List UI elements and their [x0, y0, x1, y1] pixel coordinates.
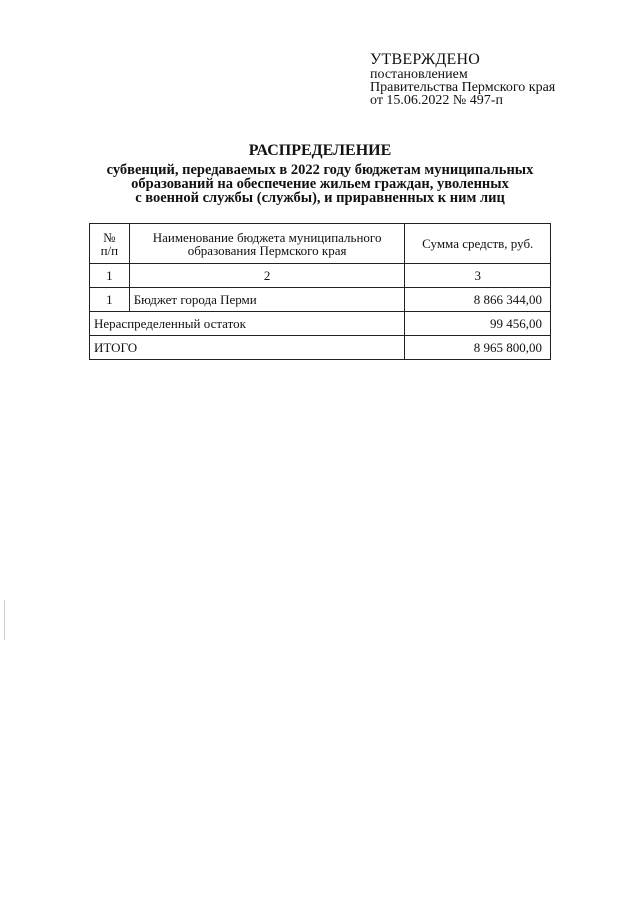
- header-name: [129, 224, 405, 264]
- document-title: РАСПРЕДЕЛЕНИЕ: [248, 142, 392, 159]
- total-label: ИТОГО: [90, 336, 405, 360]
- remainder-sum: 99 456,00: [405, 312, 551, 336]
- header-num: [90, 224, 130, 264]
- scan-edge-mark: [4, 600, 5, 640]
- subtitle-line: образований на обеспечение жильем граждан, уволенных: [131, 176, 509, 192]
- approval-date-line: от 15.06.2022 № 497-п: [370, 93, 503, 108]
- index-cell: 2: [129, 264, 405, 288]
- header-num-symbol: №: [103, 229, 116, 245]
- row-name: Бюджет города Перми: [129, 288, 405, 312]
- table-header-row: [90, 224, 551, 264]
- table-index-row: [90, 264, 551, 288]
- distribution-table: [89, 223, 551, 360]
- header-num-label: п/п: [100, 242, 119, 258]
- row-num: 1: [90, 288, 130, 312]
- table-remainder-row: [90, 312, 551, 336]
- header-name-line: Наименование бюджета муниципального: [152, 229, 382, 245]
- subtitle-line: с военной службы (службы), и приравненных к ним лиц: [135, 190, 505, 206]
- approval-stamp: [370, 52, 620, 107]
- approval-line: Правительства Пермского края: [370, 80, 556, 95]
- table-row: [90, 288, 551, 312]
- document-subtitle: [90, 163, 550, 205]
- table-total-row: [90, 336, 551, 360]
- header-sum: Сумма средств, руб.: [405, 224, 551, 264]
- subtitle-line: субвенций, передаваемых в 2022 году бюджетам муниципальных: [106, 162, 534, 178]
- total-sum: 8 965 800,00: [405, 336, 551, 360]
- row-sum: 8 866 344,00: [405, 288, 551, 312]
- approval-title: УТВЕРЖДЕНО: [370, 51, 481, 68]
- approval-line: постановлением: [370, 67, 468, 82]
- index-cell: 3: [405, 264, 551, 288]
- header-name-line: образования Пермского края: [187, 242, 347, 258]
- remainder-label: Нераспределенный остаток: [90, 312, 405, 336]
- index-cell: 1: [90, 264, 130, 288]
